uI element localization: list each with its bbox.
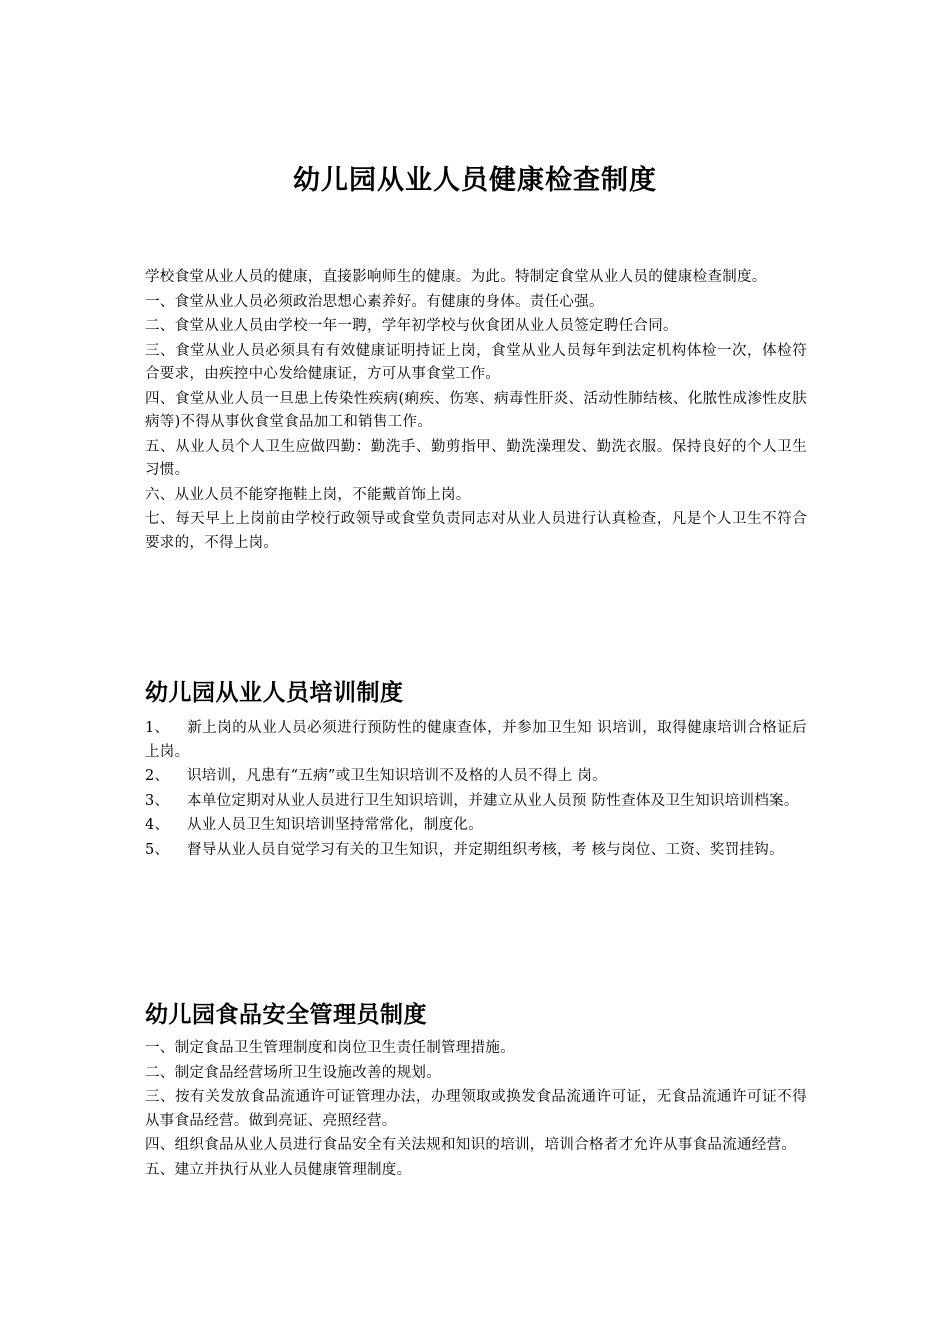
paragraph: 二、食堂从业人员由学校一年一聘，学年初学校与伙食团从业人员签定聘任合同。: [145, 318, 678, 334]
list-item: [145, 790, 807, 814]
list-number: 5、: [145, 841, 170, 858]
list-item: [145, 814, 807, 838]
section-heading: 幼儿园从业人员培训制度: [145, 680, 404, 706]
paragraph: 四、组织食品从业人员进行食品安全有关法规和知识的培训，培训合格者才允许从事食品流通经营。: [145, 1137, 797, 1153]
paragraph: 学校食堂从业人员的健康，直接影响师生的健康。为此。特制定食堂从业人员的健康检查制度。: [145, 269, 767, 285]
list-text: 新上岗的从业人员必须进行预防性的健康查体，并参加卫生知 识培训，取得健康培训合格证后上岗。: [145, 720, 807, 760]
section-training: [145, 674, 807, 863]
list-number: 2、: [145, 768, 170, 784]
list-number: 4、: [145, 817, 170, 833]
list-text: 从业人员卫生知识培训坚持常常化，制度化。: [187, 817, 483, 833]
list-number: 3、: [145, 792, 170, 809]
paragraph: 七、每天早上上岗前由学校行政领导或食堂负责同志对从业人员进行认真检查，凡是个人卫生不符合要求的，不得上岗。: [145, 511, 807, 551]
list-item: [145, 839, 807, 863]
list-item: [145, 717, 807, 764]
section-heading: 幼儿园食品安全管理员制度: [145, 1002, 427, 1028]
section-food-safety: [145, 996, 807, 1183]
paragraph: 五、建立并执行从业人员健康管理制度。: [145, 1161, 412, 1178]
list-item: [145, 765, 807, 789]
list-text: 识培训，凡患有“五病”或卫生知识培训不及格的人员不得上 岗。: [187, 768, 607, 784]
paragraph: 六、从业人员不能穿拖鞋上岗，不能戴首饰上岗。: [145, 486, 471, 503]
section-health-check: [145, 266, 807, 556]
paragraph: 五、从业人员个人卫生应做四勤：勤洗手、勤剪指甲、勤洗澡理发、勤洗衣服。保持良好的个人卫生习惯。: [145, 438, 807, 478]
paragraph: 二、制定食品经营场所卫生设施改善的规划。: [145, 1064, 441, 1081]
list-text: 本单位定期对从业人员进行卫生知识培训，并建立从业人员预 防性查体及卫生知识培训档案。: [187, 792, 799, 809]
paragraph: 一、食堂从业人员必须政治思想心素养好。有健康的身体。责任心强。: [145, 293, 604, 310]
list-text: 督导从业人员自觉学习有关的卫生知识，并定期组织考核，考 核与岗位、工资、奖罚挂钩。: [187, 841, 784, 858]
paragraph: 三、食堂从业人员必须具有有效健康证明持证上岗，食堂从业人员每年到法定机构体检一次，体检符合要求，由疾控中心发给健康证，方可从事食堂工作。: [145, 342, 807, 382]
paragraph: 四、食堂从业人员一旦患上传染性疾病(痢疾、伤寒、病毒性肝炎、活动性肺结核、化脓性成渗性皮肤病等)不得从事伙食堂食品加工和销售工作。: [145, 390, 807, 430]
paragraph: 一、制定食品卫生管理制度和岗位卫生责任制管理措施。: [145, 1040, 515, 1056]
document-title: 幼儿园从业人员健康检查制度: [293, 165, 657, 196]
paragraph: 三、按有关发放食品流通许可证管理办法，办理领取或换发食品流通许可证，无食品流通许可证不得从事食品经营。做到亮证、亮照经营。: [145, 1089, 807, 1129]
list-number: 1、: [145, 720, 170, 736]
